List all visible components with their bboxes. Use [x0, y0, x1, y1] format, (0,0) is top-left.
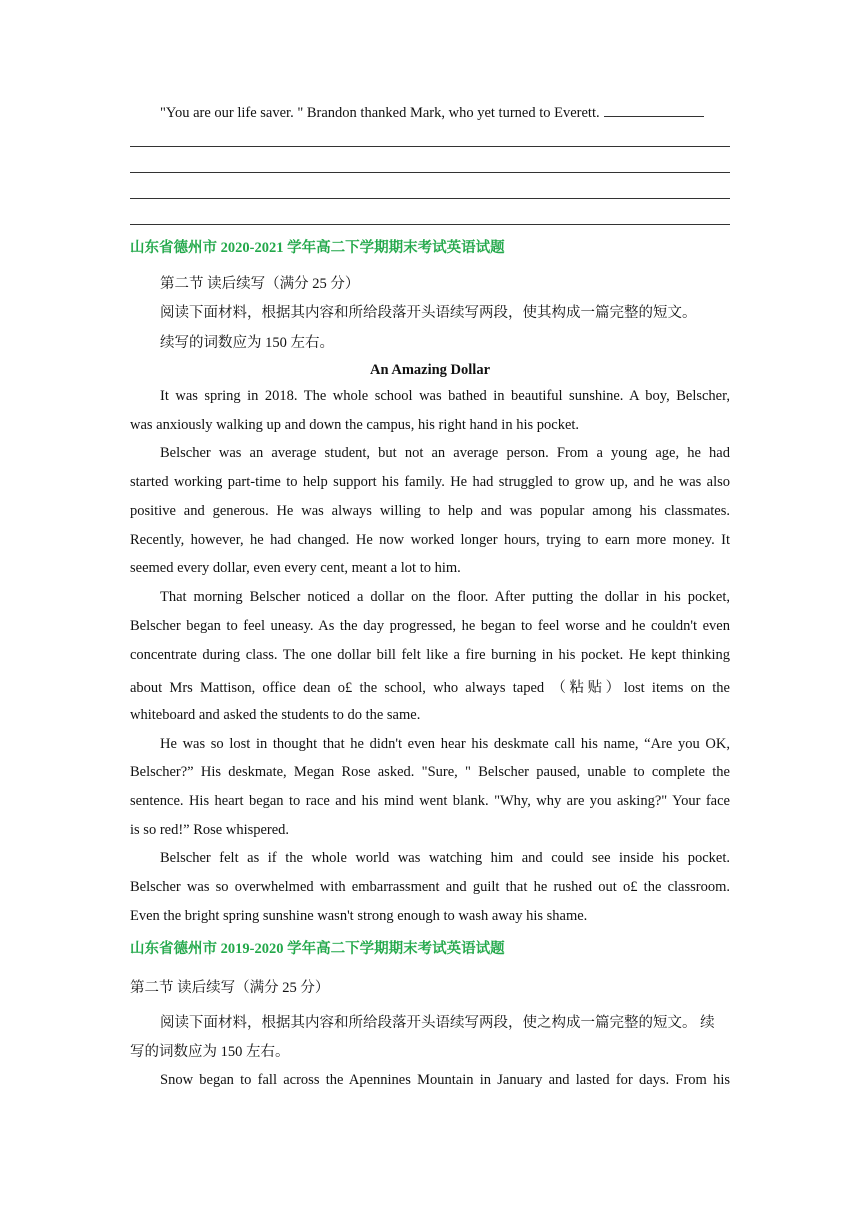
intro-line — [160, 104, 730, 122]
story-line: is so red!” Rose whispered. — [130, 822, 290, 838]
story-line: seemed every dollar, even every cent, meant a lot to him. — [130, 560, 461, 576]
story-line: concentrate during class. The one dollar bill felt like a fire burning in his pocket. He kept thinking — [130, 647, 730, 663]
story-title: An Amazing Dollar — [369, 362, 491, 378]
instruction-text: 阅读下面材料，根据其内容和所给段落开头语续写两段，使之构成一篇完整的短文。 续 — [160, 1015, 715, 1031]
instruction-text: 阅读下面材料，根据其内容和所给段落开头语续写两段，使其构成一篇完整的短文。 — [160, 305, 697, 321]
story-line: Belscher was so overwhelmed with embarrassment and guilt that he rushed out o£ the classroom. — [130, 879, 730, 895]
story-line: sentence. His heart began to race and his mind went blank. "Why, why are you asking?" Your face — [130, 793, 730, 809]
story-line: whiteboard and asked the students to do the same. — [130, 707, 421, 723]
story-line: It was spring in 2018. The whole school was bathed in beautiful sunshine. A boy, Belscher, — [160, 388, 730, 404]
story-line: was anxiously walking up and down the campus, his right hand in his pocket. — [130, 417, 580, 433]
story-line: Even the bright spring sunshine wasn't strong enough to wash away his shame. — [130, 908, 588, 924]
instruction-text: 续写的词数应为 150 左右。 — [160, 335, 334, 351]
story-line: started working part-time to help support his family. He had struggled to grow up, and he was also — [130, 474, 730, 490]
answer-line — [130, 172, 730, 173]
section-heading: 山东省德州市 2019-2020 学年高二下学期期末考试英语试题 — [130, 941, 505, 957]
section-heading: 山东省德州市 2020-2021 学年高二下学期期末考试英语试题 — [130, 240, 505, 256]
story-line: Belscher felt as if the whole world was watching him and could see inside his pocket. — [160, 850, 730, 866]
story-line: Snow began to fall across the Apennines Mountain in January and lasted for days. From his — [160, 1072, 730, 1088]
story-line: Belscher?” His deskmate, Megan Rose asked. "Sure, " Belscher paused, unable to complete the — [130, 764, 730, 780]
answer-line — [130, 198, 730, 199]
story-line: Recently, however, he had changed. He now worked longer hours, trying to earn more money. It — [130, 532, 730, 548]
answer-blank — [604, 104, 704, 117]
story-line: Belscher was an average student, but not an average person. From a young age, he had — [160, 445, 730, 461]
story-line: Belscher began to feel uneasy. As the day progressed, he began to feel worse and he couldn't even — [130, 618, 730, 634]
section-label: 第二节 读后续写（满分 25 分） — [160, 276, 360, 292]
answer-line — [130, 146, 730, 147]
story-line: That morning Belscher noticed a dollar on the floor. After putting the dollar in his pocket, — [160, 589, 730, 605]
instruction-text: 写的词数应为 150 左右。 — [130, 1044, 290, 1060]
section-label: 第二节 读后续写（满分 25 分） — [130, 980, 330, 996]
story-line: about Mrs Mattison, office dean o£ the school, who always taped （粘贴）lost items on the — [130, 680, 730, 696]
intro-text: "You are our life saver. " Brandon thanked Mark, who yet turned to Everett. — [160, 105, 600, 121]
answer-line — [130, 224, 730, 225]
story-line: positive and generous. He was always willing to help and was popular among his classmates. — [130, 503, 730, 519]
story-line: He was so lost in thought that he didn't even hear his deskmate call his name, “Are you OK, — [160, 736, 730, 752]
